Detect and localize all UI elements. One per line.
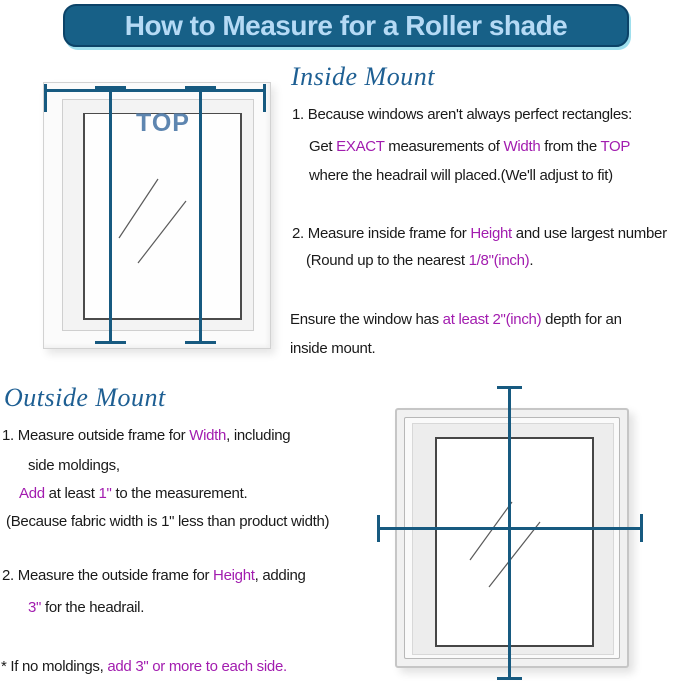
title-banner [63,4,629,47]
outside-step2-line1: 2. Measure the outside frame for Height, adding [2,567,306,584]
inside-step1-line3: where the headrail will placed.(We'll adjust to fit) [309,167,613,184]
height-measure-line-left [109,87,112,344]
outside-width-right-cap [640,514,643,542]
outside-step2-line2: 3" for the headrail. [28,599,145,616]
outside-step1-line2: side moldings, [28,457,120,474]
outside-width-measure-line [378,527,643,530]
outside-mount-heading: Outside Mount [4,383,166,412]
top-edge-label: TOP [136,109,190,137]
outside-height-top-cap [497,386,522,389]
inside-step1-line2: Get EXACT measurements of Width from the TOP [309,138,631,155]
inside-step2-line1: 2. Measure inside frame for Height and use largest number [292,225,667,242]
inside-depth-note-line2: inside mount. [290,340,376,357]
width-measure-right-cap [263,84,266,112]
height-measure-left-top-cap [95,86,126,89]
inside-step2-line2: (Round up to the nearest 1/8"(inch). [306,252,534,269]
outside-width-left-cap [377,515,380,542]
width-measure-line [45,89,266,92]
height-measure-right-top-cap [185,86,216,89]
outside-step1-line1: 1. Measure outside frame for Width, including [2,427,291,444]
height-measure-left-bottom-cap [95,341,126,344]
height-measure-line-right [199,87,202,344]
outside-height-measure-line [508,387,511,680]
outside-height-bottom-cap [497,677,522,680]
glass-reflection-lines [397,410,627,666]
outside-step1-line4: (Because fabric width is 1" less than product width) [6,513,330,530]
inside-step1-line1: 1. Because windows aren't always perfect rectangles: [292,106,632,123]
outside-mount-window-illustration [395,408,629,668]
page-title: How to Measure for a Roller shade [124,9,568,41]
inside-mount-heading: Inside Mount [291,62,435,91]
height-measure-right-bottom-cap [185,341,216,344]
outside-step1-line3: Add at least 1" to the measurement. [19,485,248,502]
no-moldings-footnote: * If no moldings, add 3" or more to each side. [1,658,287,675]
width-measure-left-cap [44,84,47,112]
inside-depth-note-line1: Ensure the window has at least 2"(inch) depth for an [290,311,622,328]
